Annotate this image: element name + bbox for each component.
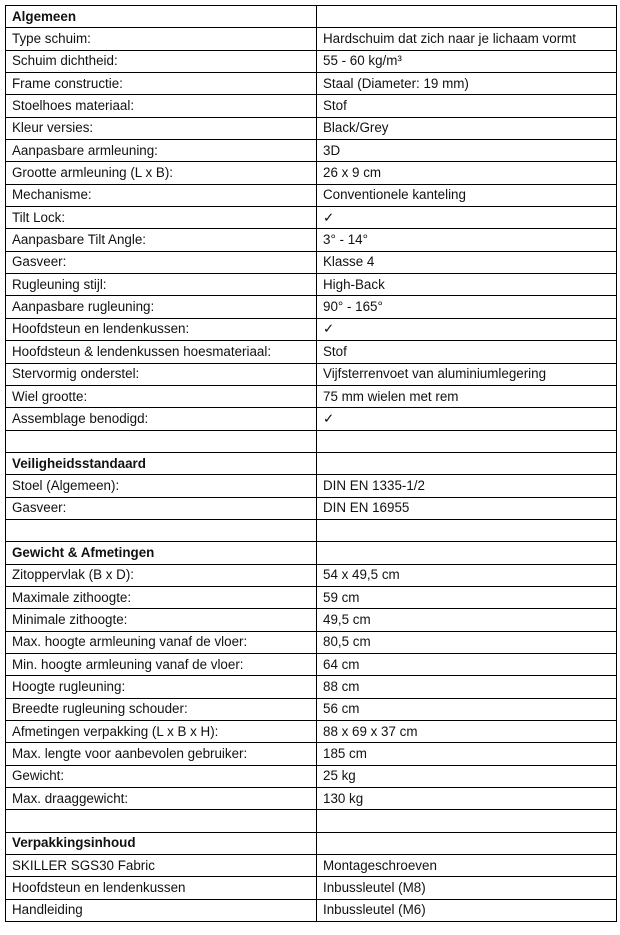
- spec-value: 130 kg: [317, 788, 617, 810]
- spec-label: Afmetingen verpakking (L x B x H):: [6, 721, 317, 743]
- spec-row: [6, 117, 617, 139]
- spec-value: ✓: [317, 408, 617, 430]
- spec-label: Breedte rugleuning schouder:: [6, 698, 317, 720]
- spec-row: [6, 318, 617, 340]
- spec-row: [6, 855, 617, 877]
- spec-value: Black/Grey: [317, 117, 617, 139]
- spec-value: Stof: [317, 341, 617, 363]
- spec-label: [6, 810, 317, 832]
- spec-value: Klasse 4: [317, 251, 617, 273]
- spec-label: Stervormig onderstel:: [6, 363, 317, 385]
- spec-value: High-Back: [317, 274, 617, 296]
- spec-value: 88 cm: [317, 676, 617, 698]
- spec-label: Max. hoogte armleuning vanaf de vloer:: [6, 631, 317, 653]
- spec-row: [6, 207, 617, 229]
- spec-value: 26 x 9 cm: [317, 162, 617, 184]
- spec-value: 90° - 165°: [317, 296, 617, 318]
- section-header-row: [6, 452, 617, 474]
- spec-label: Minimale zithoogte:: [6, 609, 317, 631]
- spec-label: Kleur versies:: [6, 117, 317, 139]
- spacer-row: [6, 519, 617, 541]
- spec-value: DIN EN 1335-1/2: [317, 475, 617, 497]
- spec-value: Inbussleutel (M6): [317, 899, 617, 921]
- spec-row: [6, 184, 617, 206]
- spec-value: [317, 542, 617, 564]
- spec-value: Stof: [317, 95, 617, 117]
- spec-label: Gasveer:: [6, 251, 317, 273]
- spec-row: [6, 28, 617, 50]
- spec-row: [6, 609, 617, 631]
- spacer-row: [6, 810, 617, 832]
- spec-row: [6, 564, 617, 586]
- spec-value: ✓: [317, 318, 617, 340]
- spec-table-body: [6, 6, 617, 922]
- spec-label: Schuim dichtheid:: [6, 50, 317, 72]
- spec-label: Min. hoogte armleuning vanaf de vloer:: [6, 653, 317, 675]
- spec-label: Assemblage benodigd:: [6, 408, 317, 430]
- spec-row: [6, 274, 617, 296]
- spec-value: Vijfsterrenvoet van aluminiumlegering: [317, 363, 617, 385]
- section-title: Algemeen: [6, 6, 317, 28]
- spec-label: Rugleuning stijl:: [6, 274, 317, 296]
- spec-row: [6, 408, 617, 430]
- spec-value: 54 x 49,5 cm: [317, 564, 617, 586]
- spec-row: [6, 899, 617, 921]
- spec-value: 49,5 cm: [317, 609, 617, 631]
- spec-value: Hardschuim dat zich naar je lichaam vormt: [317, 28, 617, 50]
- spec-value: 75 mm wielen met rem: [317, 385, 617, 407]
- spec-label: [6, 430, 317, 452]
- spec-value: DIN EN 16955: [317, 497, 617, 519]
- spec-value: [317, 832, 617, 854]
- spec-row: [6, 50, 617, 72]
- section-header-row: [6, 542, 617, 564]
- spec-row: [6, 877, 617, 899]
- spec-value: 88 x 69 x 37 cm: [317, 721, 617, 743]
- spec-value: 3D: [317, 140, 617, 162]
- spec-label: Stoel (Algemeen):: [6, 475, 317, 497]
- spec-row: [6, 363, 617, 385]
- spec-label: SKILLER SGS30 Fabric: [6, 855, 317, 877]
- spec-label: Zitoppervlak (B x D):: [6, 564, 317, 586]
- spec-label: Mechanisme:: [6, 184, 317, 206]
- spec-row: [6, 385, 617, 407]
- spec-row: [6, 95, 617, 117]
- spec-row: [6, 788, 617, 810]
- spec-row: [6, 497, 617, 519]
- spec-label: Grootte armleuning (L x B):: [6, 162, 317, 184]
- spec-value: 80,5 cm: [317, 631, 617, 653]
- spec-row: [6, 341, 617, 363]
- spec-label: Tilt Lock:: [6, 207, 317, 229]
- spec-row: [6, 653, 617, 675]
- section-header-row: [6, 6, 617, 28]
- spec-row: [6, 140, 617, 162]
- spec-value: [317, 519, 617, 541]
- spec-value: [317, 430, 617, 452]
- spec-value: Conventionele kanteling: [317, 184, 617, 206]
- spec-label: Maximale zithoogte:: [6, 586, 317, 608]
- spec-label: Hoofdsteun en lendenkussen:: [6, 318, 317, 340]
- spec-label: Frame constructie:: [6, 73, 317, 95]
- spec-label: Aanpasbare rugleuning:: [6, 296, 317, 318]
- spec-value: 185 cm: [317, 743, 617, 765]
- section-title: Gewicht & Afmetingen: [6, 542, 317, 564]
- spec-value: 64 cm: [317, 653, 617, 675]
- spec-row: [6, 721, 617, 743]
- spec-label: Stoelhoes materiaal:: [6, 95, 317, 117]
- spec-label: Gasveer:: [6, 497, 317, 519]
- spec-row: [6, 765, 617, 787]
- spec-value: Staal (Diameter: 19 mm): [317, 73, 617, 95]
- spec-row: [6, 586, 617, 608]
- spec-row: [6, 162, 617, 184]
- spec-label: Hoofdsteun & lendenkussen hoesmateriaal:: [6, 341, 317, 363]
- spec-row: [6, 631, 617, 653]
- spec-row: [6, 296, 617, 318]
- spec-value: 3° - 14°: [317, 229, 617, 251]
- spec-label: Aanpasbare Tilt Angle:: [6, 229, 317, 251]
- section-title: Veiligheidsstandaard: [6, 452, 317, 474]
- spec-label: Max. lengte voor aanbevolen gebruiker:: [6, 743, 317, 765]
- spec-value: 59 cm: [317, 586, 617, 608]
- spec-row: [6, 229, 617, 251]
- spec-label: [6, 519, 317, 541]
- spec-value: 56 cm: [317, 698, 617, 720]
- spec-row: [6, 676, 617, 698]
- spec-label: Max. draaggewicht:: [6, 788, 317, 810]
- spec-label: Wiel grootte:: [6, 385, 317, 407]
- section-title: Verpakkingsinhoud: [6, 832, 317, 854]
- spec-value: Montageschroeven: [317, 855, 617, 877]
- spec-value: [317, 452, 617, 474]
- spec-value: 25 kg: [317, 765, 617, 787]
- spec-label: Hoofdsteun en lendenkussen: [6, 877, 317, 899]
- section-header-row: [6, 832, 617, 854]
- spec-value: Inbussleutel (M8): [317, 877, 617, 899]
- spacer-row: [6, 430, 617, 452]
- spec-table: [5, 5, 617, 922]
- spec-row: [6, 475, 617, 497]
- spec-label: Hoogte rugleuning:: [6, 676, 317, 698]
- spec-value: [317, 6, 617, 28]
- spec-value: 55 - 60 kg/m³: [317, 50, 617, 72]
- spec-row: [6, 743, 617, 765]
- spec-label: Aanpasbare armleuning:: [6, 140, 317, 162]
- spec-label: Handleiding: [6, 899, 317, 921]
- spec-label: Type schuim:: [6, 28, 317, 50]
- spec-row: [6, 73, 617, 95]
- spec-row: [6, 698, 617, 720]
- spec-value: ✓: [317, 207, 617, 229]
- spec-value: [317, 810, 617, 832]
- spec-label: Gewicht:: [6, 765, 317, 787]
- spec-row: [6, 251, 617, 273]
